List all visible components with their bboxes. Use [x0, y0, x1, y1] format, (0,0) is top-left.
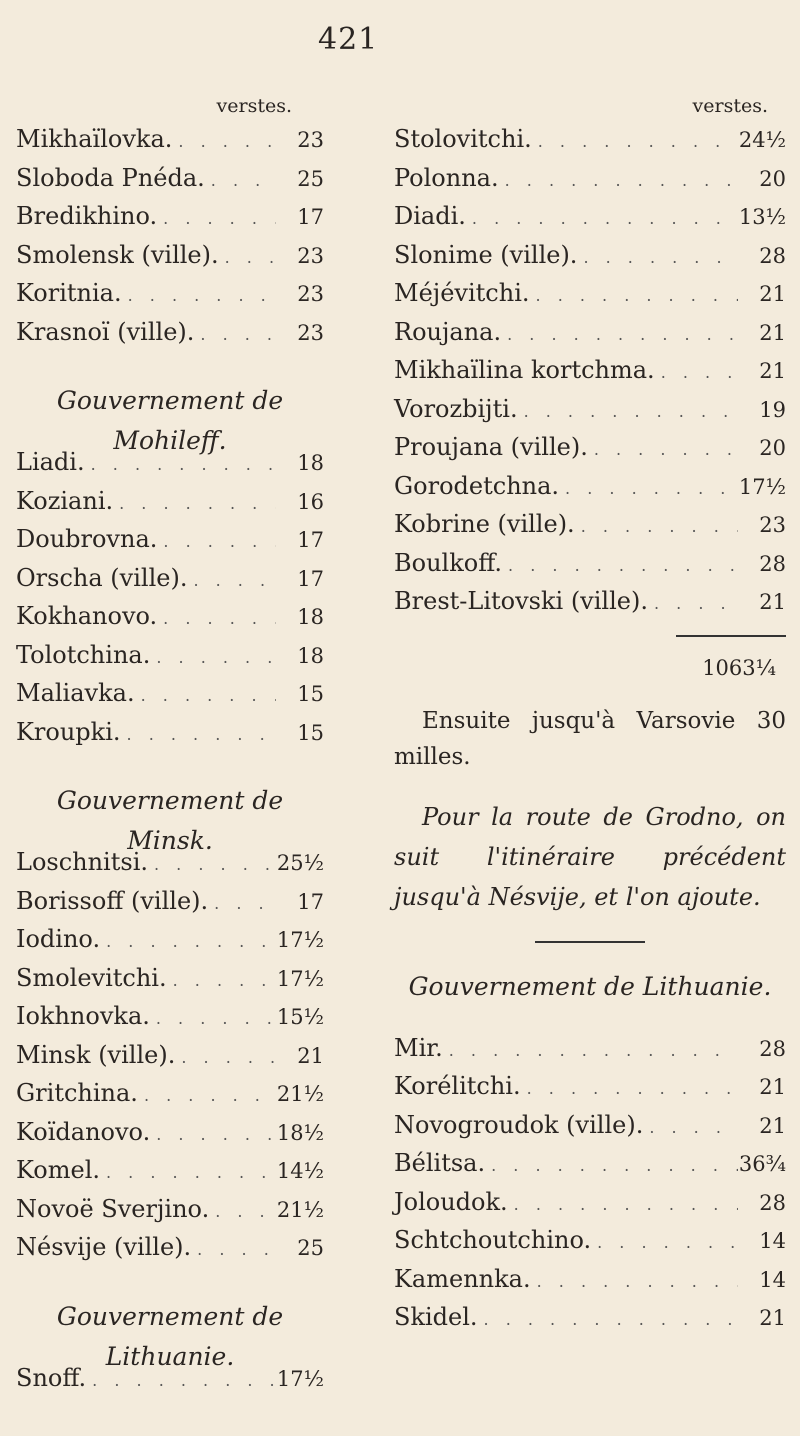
table-row	[16, 997, 324, 1036]
distance-value: 21	[759, 359, 786, 383]
table-row	[394, 1260, 786, 1299]
place-name: Krasnoï (ville).	[16, 317, 195, 346]
leader-dots	[443, 1032, 738, 1071]
place-name: Méjévitchi.	[394, 279, 530, 307]
place-name: Kamennka.	[394, 1264, 531, 1293]
leader-dots	[591, 1224, 738, 1263]
table-row	[394, 1029, 786, 1068]
table-row	[16, 236, 324, 275]
place-name: Korélitchi.	[394, 1072, 521, 1100]
route-table-lithuanie	[16, 1359, 324, 1398]
distance-value: 17½	[276, 966, 324, 991]
page-number: 421	[318, 22, 379, 57]
place-name: Mikhaïlina kortchma.	[394, 356, 655, 384]
place-name: Smolevitchi.	[16, 963, 167, 992]
leader-dots	[531, 1263, 738, 1302]
leader-dots	[577, 239, 738, 278]
leader-dots	[532, 123, 738, 162]
place-name: Gritchina.	[16, 1079, 138, 1107]
place-name: Kroupki.	[16, 717, 121, 746]
left-column	[16, 92, 324, 1397]
leader-dots	[194, 316, 276, 355]
table-row	[394, 1067, 786, 1106]
place-name: Kobrine (ville).	[394, 510, 575, 538]
distance-value: 25½	[276, 851, 324, 875]
place-name: Nésvije (ville).	[16, 1233, 192, 1261]
distance-value: 14	[759, 1267, 786, 1292]
distance-value: 18½	[276, 1120, 324, 1145]
place-name: Stolovitchi.	[394, 125, 532, 153]
section-heading-lithuanie: Gouvernement de Lithuanie.	[408, 971, 772, 1001]
distance-value: 21½	[276, 1082, 324, 1106]
table-row	[16, 636, 324, 675]
place-name: Diadi.	[394, 202, 466, 230]
leader-dots	[150, 639, 276, 678]
total-value: 1063¼	[702, 655, 776, 680]
leader-dots	[167, 962, 276, 1001]
leader-dots	[100, 923, 276, 962]
leader-dots	[521, 1070, 738, 1109]
distance-value: 17	[297, 566, 324, 591]
leader-dots	[138, 1077, 276, 1116]
distance-value: 25	[297, 166, 324, 191]
place-name: Iodino.	[16, 925, 101, 953]
table-row	[16, 882, 324, 921]
table-row	[16, 597, 324, 636]
place-name: Bélitsa.	[394, 1149, 486, 1177]
unit-label: verstes.	[216, 95, 292, 117]
table-row	[16, 713, 324, 752]
table-row	[16, 959, 324, 998]
place-name: Koïdanovo.	[16, 1117, 151, 1146]
distance-value: 21	[759, 1075, 786, 1099]
place-name: Sloboda Pnéda.	[16, 163, 205, 192]
distance-value: 21	[759, 1113, 786, 1138]
place-name: Borissoff (ville).	[16, 886, 209, 915]
leader-dots	[100, 1154, 276, 1193]
leader-dots	[648, 585, 738, 624]
distance-value: 17	[297, 889, 324, 914]
table-row	[16, 443, 324, 482]
place-name: Orscha (ville).	[16, 563, 188, 592]
distance-value: 19	[759, 397, 786, 422]
table-row	[394, 505, 786, 544]
leader-dots	[508, 1186, 738, 1225]
table-row	[394, 313, 786, 352]
place-name: Komel.	[16, 1156, 100, 1184]
table-row	[16, 1074, 324, 1113]
distance-value: 17	[297, 528, 324, 552]
leader-dots	[157, 523, 276, 562]
table-row	[16, 843, 324, 882]
section-heading-lithuanie: Gouvernement de Lithuanie.	[56, 1301, 284, 1371]
route-table-top	[16, 120, 324, 351]
leader-dots	[655, 354, 738, 393]
table-row	[394, 467, 786, 506]
distance-value: 20	[759, 436, 786, 460]
leader-dots	[86, 1362, 276, 1401]
distance-value: 21	[759, 320, 786, 345]
distance-value: 15	[297, 720, 324, 745]
table-row	[16, 482, 324, 521]
leader-dots	[643, 1109, 738, 1148]
place-name: Polonna.	[394, 163, 499, 192]
leader-dots	[187, 562, 276, 601]
leader-dots	[121, 716, 276, 755]
place-name: Minsk (ville).	[16, 1040, 176, 1069]
distance-value: 17	[297, 205, 324, 229]
leader-dots	[113, 485, 276, 524]
place-name: Brest-Litovski (ville).	[394, 587, 648, 615]
table-row	[394, 159, 786, 198]
section-heading-minsk: Gouvernement de Minsk.	[56, 786, 284, 855]
table-row	[16, 1113, 324, 1152]
table-row	[16, 313, 324, 352]
leader-dots	[478, 1301, 738, 1340]
place-name: Liadi.	[16, 448, 85, 476]
route-table-minsk	[16, 843, 324, 1267]
distance-value: 15½	[276, 1005, 324, 1029]
leader-dots	[122, 277, 276, 316]
unit-label: verstes.	[692, 95, 768, 117]
table-row	[394, 1221, 786, 1260]
leader-dots	[148, 846, 276, 885]
table-row	[394, 274, 786, 313]
distance-value: 24½	[738, 128, 786, 152]
table-row	[394, 390, 786, 429]
place-name: Iokhnovka.	[16, 1002, 150, 1030]
distance-value: 18	[297, 605, 324, 629]
place-name: Kokhanovo.	[16, 602, 158, 630]
leader-dots	[501, 316, 738, 355]
place-name: Snoff.	[16, 1363, 87, 1392]
leader-dots	[559, 470, 738, 509]
distance-value: 15	[297, 682, 324, 706]
table-row	[394, 1106, 786, 1145]
distance-value: 25	[297, 1236, 324, 1260]
route-table-mohileff	[16, 443, 324, 751]
table-row	[394, 120, 786, 159]
distance-value: 17½	[276, 1366, 324, 1391]
distance-value: 21	[759, 590, 786, 614]
place-name: Schtchoutchino.	[394, 1226, 592, 1254]
distance-value: 21½	[276, 1197, 324, 1222]
place-name: Gorodetchna.	[394, 471, 560, 500]
table-row	[16, 120, 324, 159]
distance-value: 36¾	[738, 1152, 786, 1176]
distance-value: 23	[297, 243, 324, 268]
table-row	[16, 1190, 324, 1229]
table-row	[394, 1144, 786, 1183]
distance-value: 23	[297, 320, 324, 345]
table-row	[16, 1036, 324, 1075]
place-name: Loschnitsi.	[16, 848, 148, 876]
place-name: Tolotchina.	[16, 640, 151, 669]
place-name: Novoë Sverjino.	[16, 1194, 210, 1223]
divider-rule	[535, 941, 645, 943]
place-name: Roujana.	[394, 317, 502, 346]
table-row	[394, 1298, 786, 1337]
leader-dots	[588, 431, 738, 470]
paragraph-grodno: Pour la route de Grodno, on suit l'itinéraire précédent jusqu'à Nésvije, et l'on ajoute.	[394, 802, 786, 911]
distance-value: 28	[759, 551, 786, 576]
distance-value: 21	[759, 1306, 786, 1330]
leader-dots	[485, 1147, 738, 1186]
leader-dots	[175, 1039, 276, 1078]
place-name: Smolensk (ville).	[16, 240, 219, 269]
place-name: Maliavka.	[16, 679, 135, 707]
leader-dots	[208, 885, 276, 924]
distance-value: 20	[759, 166, 786, 191]
table-row	[16, 197, 324, 236]
place-name: Slonime (ville).	[394, 240, 578, 269]
distance-value: 28	[759, 1036, 786, 1061]
table-row	[16, 1151, 324, 1190]
place-name: Bredikhino.	[16, 202, 158, 230]
total-rule	[676, 635, 786, 637]
route-table-top	[394, 120, 786, 621]
leader-dots	[499, 162, 738, 201]
distance-value: 23	[759, 513, 786, 537]
leader-dots	[172, 123, 276, 162]
leader-dots	[219, 239, 276, 278]
leader-dots	[530, 277, 738, 316]
leader-dots	[150, 1000, 276, 1039]
distance-value: 23	[297, 128, 324, 152]
distance-value: 16	[297, 489, 324, 514]
distance-value: 14½	[276, 1159, 324, 1183]
place-name: Novogroudok (ville).	[394, 1110, 644, 1139]
place-name: Mir.	[394, 1033, 443, 1062]
distance-value: 28	[759, 1190, 786, 1215]
leader-dots	[502, 547, 738, 586]
leader-dots	[191, 1231, 276, 1270]
table-row	[394, 544, 786, 583]
table-row	[394, 428, 786, 467]
distance-value: 18	[297, 451, 324, 475]
paragraph-ensuite: Ensuite jusqu'à Varsovie 30 milles.	[394, 707, 786, 770]
table-row	[16, 520, 324, 559]
place-name: Proujana (ville).	[394, 433, 588, 461]
table-row	[16, 1359, 324, 1398]
table-row	[16, 674, 324, 713]
route-table-lithuanie	[394, 1029, 786, 1337]
distance-value: 17½	[738, 474, 786, 499]
table-row	[16, 1228, 324, 1267]
place-name: Mikhaïlovka.	[16, 125, 173, 153]
right-column	[394, 92, 786, 1337]
place-name: Koziani.	[16, 486, 114, 515]
table-row	[16, 159, 324, 198]
place-name: Vorozbijti.	[394, 394, 518, 423]
leader-dots	[205, 162, 276, 201]
place-name: Joloudok.	[394, 1187, 508, 1216]
leader-dots	[466, 200, 738, 239]
table-row	[394, 1183, 786, 1222]
leader-dots	[85, 446, 276, 485]
place-name: Koritnia.	[16, 279, 122, 307]
leader-dots	[209, 1193, 276, 1232]
leader-dots	[157, 200, 276, 239]
leader-dots	[135, 677, 276, 716]
table-row	[16, 274, 324, 313]
distance-value: 21	[297, 1043, 324, 1068]
table-row	[394, 351, 786, 390]
table-row	[16, 559, 324, 598]
table-row	[16, 920, 324, 959]
leader-dots	[150, 1116, 276, 1155]
distance-value: 13½	[738, 205, 786, 229]
distance-value: 21	[759, 282, 786, 306]
leader-dots	[157, 600, 276, 639]
distance-value: 18	[297, 643, 324, 668]
distance-value: 23	[297, 282, 324, 306]
table-row	[394, 236, 786, 275]
distance-value: 14	[759, 1229, 786, 1253]
distance-value: 17½	[276, 928, 324, 952]
leader-dots	[518, 393, 738, 432]
section-heading-mohileff: Gouvernement de Mohileff.	[56, 386, 284, 455]
leader-dots	[575, 508, 738, 547]
place-name: Doubrovna.	[16, 525, 158, 553]
table-row	[394, 582, 786, 621]
place-name: Skidel.	[394, 1303, 478, 1331]
place-name: Boulkoff.	[394, 548, 503, 577]
distance-value: 28	[759, 243, 786, 268]
table-row	[394, 197, 786, 236]
